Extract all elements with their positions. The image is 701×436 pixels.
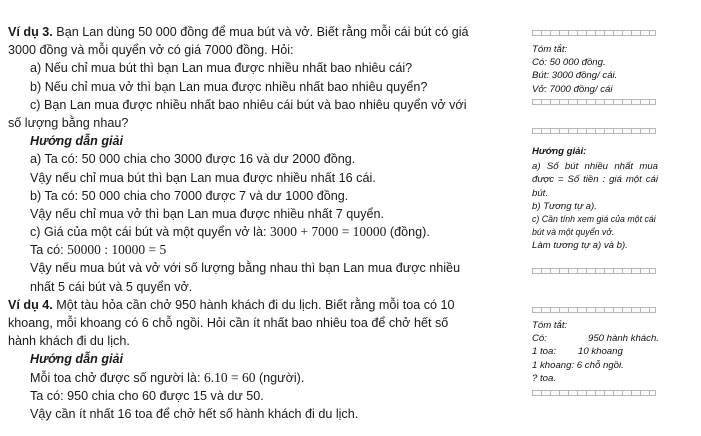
guide-line-a: a) Số bút nhiều nhất mua được = Số tiền : giá một cái bút. (532, 161, 658, 199)
guide-line-c: c) Cần tính xem giá của một cái bút và một quyển vở. (532, 214, 656, 238)
example4-solution-line: Vậy cần ít nhất 16 toa để chở hết số hành khách đi du lịch. (30, 406, 359, 421)
example3-solution-c: c) Giá của một cái bút và một quyển vở là: 3000 + 7000 = 10000 (đồng). (30, 224, 430, 240)
example4-title: Ví dụ 4. (8, 297, 53, 312)
summary-line: Vở: 7000 đồng/ cái (532, 83, 613, 95)
example3-problem-line: 3000 đồng và mỗi quyển vở có giá 7000 đồng. Hỏi: (8, 43, 294, 58)
guide-heading: Hướng giải: (532, 146, 587, 157)
example3-question-c-cont: số lượng bằng nhau? (8, 115, 129, 130)
sidebar-ruler (532, 307, 656, 313)
summary-line: 1 khoang: 6 chỗ ngồi. (532, 359, 624, 371)
example3-solution-line: Vậy nếu chỉ mua vở thì bạn Lan mua được nhiều nhất 7 quyển. (30, 206, 385, 221)
example3-solution-ta-co: Ta có: 50000 : 10000 = 5 (30, 242, 167, 258)
example4-problem-line: khoang, mỗi khoang có 6 chỗ ngồi. Hỏi cần ít nhất bao nhiêu toa để chở hết số (8, 316, 449, 330)
example3-solution-line: Vậy nếu chỉ mua bút thì bạn Lan mua được nhiều nhất 16 cái. (30, 170, 376, 185)
summary-line: 1 toa: 10 khoang (532, 346, 623, 358)
guide-line-b: b) Tương tự a). (532, 200, 597, 212)
sidebar-ruler (532, 390, 656, 396)
example3-guide-heading: Hướng dẫn giải (30, 134, 124, 149)
sidebar-ruler (532, 99, 656, 105)
equation: 3000 + 7000 = 10000 (269, 224, 387, 240)
example3-problem-line: Ví dụ 3. Bạn Lan dùng 50 000 đồng để mua bút và vở. Biết rằng mỗi cái bút có giá (8, 25, 469, 39)
example3-conclusion-cont: nhất 5 cái bút và 5 quyển vở. (30, 279, 193, 294)
example3-solution-line: a) Ta có: 50 000 chia cho 3000 được 16 và dư 2000 đồng. (30, 152, 356, 167)
sidebar-ruler (532, 30, 656, 36)
sidebar-summary-2 (532, 319, 694, 385)
example4-guide-heading: Hướng dẫn giải (30, 352, 124, 367)
example4-problem-line: Ví dụ 4. Một tàu hỏa cần chở 950 hành khách đi du lịch. Biết rằng mỗi toa có 10 (8, 297, 455, 312)
equation: 50000 : 10000 = 5 (67, 242, 167, 258)
summary-heading: Tóm tắt: (532, 320, 568, 331)
summary-line: Có: 50 000 đồng. (532, 57, 606, 69)
example3-solution-line: b) Ta có: 50 000 chia cho 7000 được 7 và dư 1000 đồng. (30, 188, 349, 203)
example4-problem-line: hành khách đi du lịch. (8, 334, 130, 349)
summary-line: Bút: 3000 đồng/ cái. (532, 70, 618, 82)
summary-line: Có: 950 hành khách. (532, 333, 659, 345)
example3-question-a: a) Nếu chỉ mua bút thì bạn Lan mua được nhiều nhất bao nhiêu cái? (30, 61, 413, 76)
example3-title: Ví dụ 3. (8, 25, 53, 39)
main-content (8, 23, 528, 423)
example4-solution-line: Mỗi toa chở được số người là: 6.10 = 60 (người). (30, 369, 305, 385)
guide-line-d: Làm tương tự a) và b). (532, 240, 628, 252)
sidebar-guide (532, 145, 658, 253)
summary-line: ? toa. (532, 372, 557, 384)
example4-solution-line: Ta có: 950 chia cho 60 được 15 và dư 50. (30, 388, 264, 403)
equation: 6.10 = 60 (203, 369, 256, 385)
sidebar-ruler (532, 128, 656, 134)
example3-conclusion: Vậy nếu mua bút và vở với số lượng bằng nhau thì bạn Lan mua được nhiều (30, 261, 461, 276)
sidebar-ruler (532, 268, 656, 274)
summary-heading: Tóm tắt: (532, 44, 568, 55)
example3-question-b: b) Nếu chỉ mua vở thì bạn Lan mua được nhiều nhất bao nhiêu quyển? (30, 79, 428, 94)
example3-question-c: c) Bạn Lan mua được nhiều nhất bao nhiêu cái bút và bao nhiêu quyển vở với (30, 97, 467, 112)
sidebar-summary-1 (532, 43, 694, 96)
